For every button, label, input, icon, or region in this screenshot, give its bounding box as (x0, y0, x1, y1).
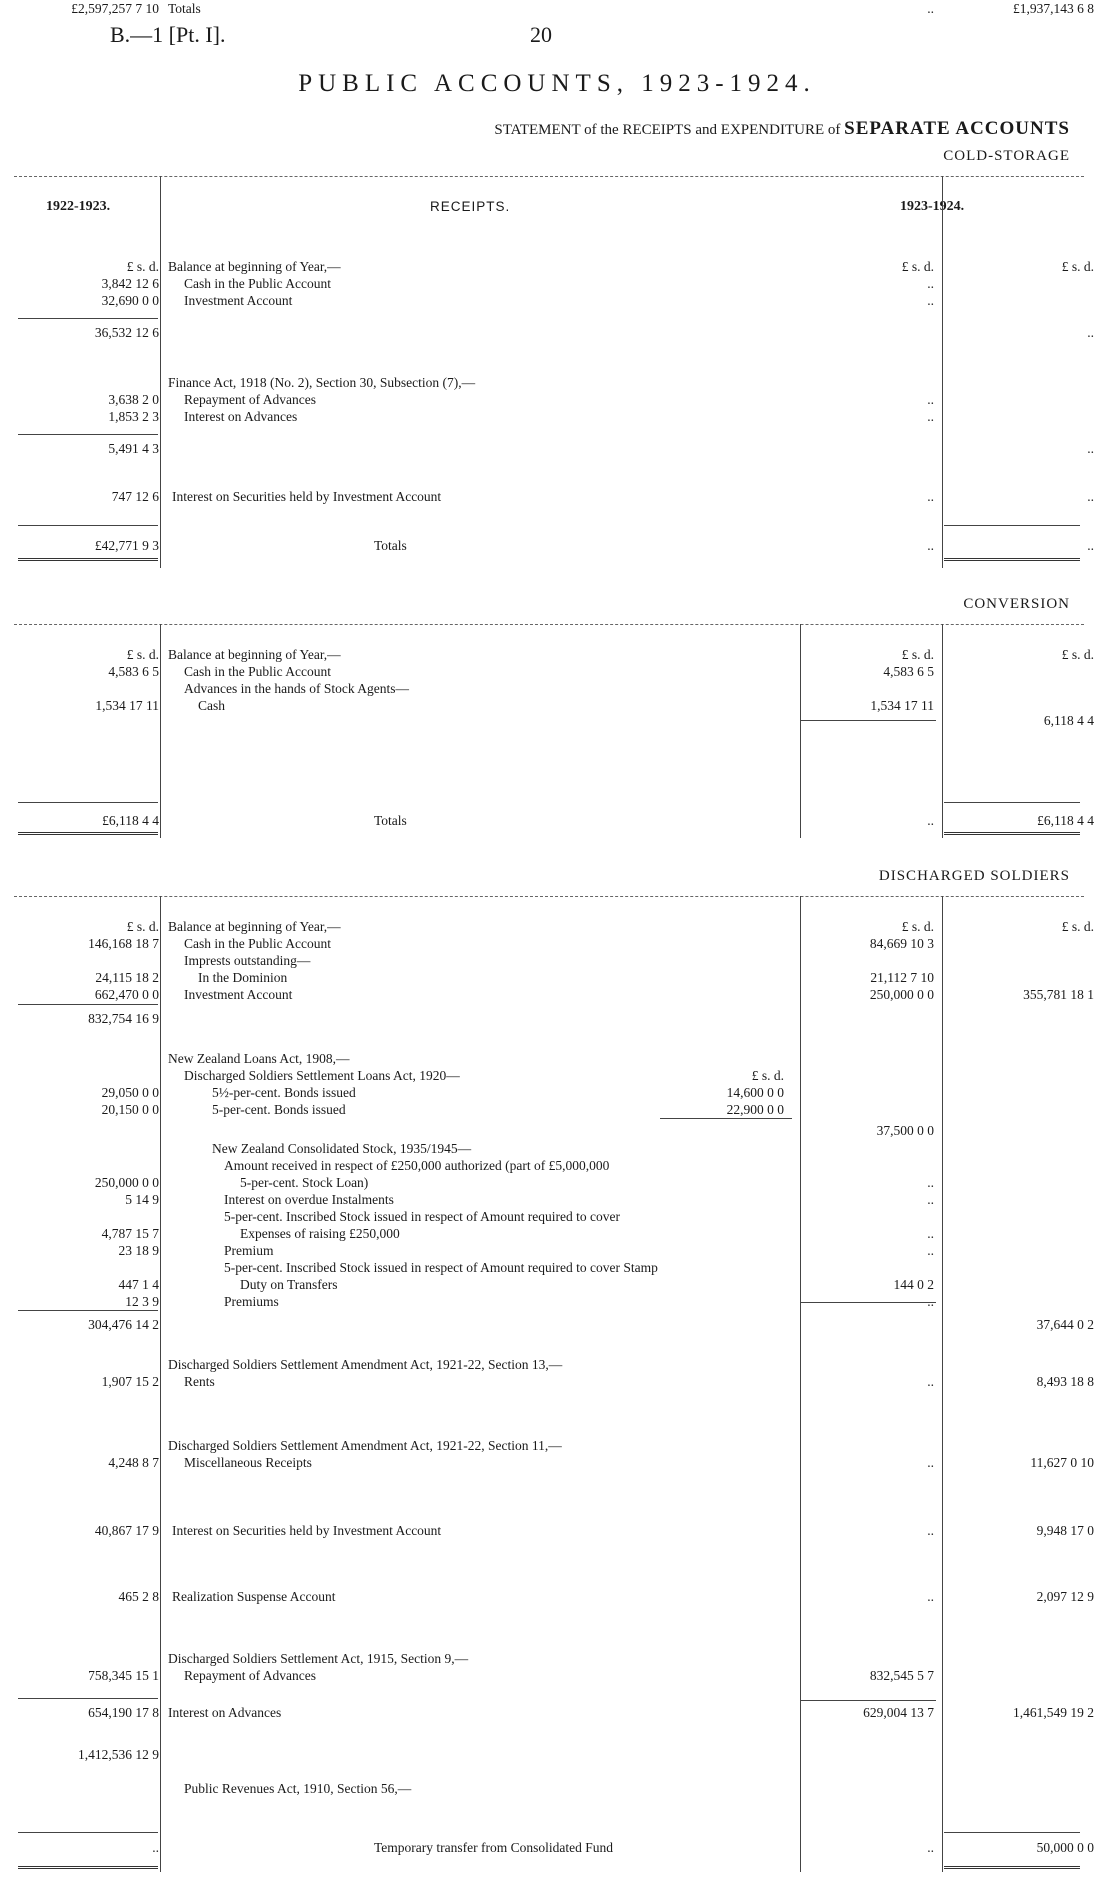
prev-amount: 1,412,536 12 9 (78, 1747, 159, 1762)
prev-amount: 32,690 0 0 (101, 293, 159, 308)
table-row (0, 1259, 1114, 1276)
row-label: Discharged Soldiers Settlement Amendment Act, 1921-22, Section 11,— (168, 1438, 562, 1453)
column-header-prev-year: 1922-1923. (46, 199, 111, 214)
table-row (0, 663, 1114, 680)
total-amount: 50,000 0 0 (1036, 1840, 1094, 1855)
row-label: Rents (184, 1374, 215, 1389)
table-row (0, 1316, 1114, 1333)
row-label: Premium (224, 1243, 274, 1258)
row-label: Interest on Advances (168, 1705, 282, 1720)
row-label: Discharged Soldiers Settlement Act, 1915, Section 9,— (168, 1651, 469, 1666)
column-rule (800, 896, 801, 1872)
table-row (0, 1373, 1114, 1390)
table-row (0, 488, 1114, 505)
rule (944, 802, 1080, 803)
double-rule (18, 832, 158, 835)
row-label: Balance at beginning of Year,— (168, 919, 341, 934)
row-label: Cash (198, 698, 225, 713)
row-label: 5-per-cent. Stock Loan) (240, 1175, 369, 1190)
current-amount: £ s. d. (901, 647, 934, 662)
prev-amount: 12 3 9 (125, 1294, 159, 1309)
current-amount: .. (927, 1294, 934, 1309)
table-row (0, 1437, 1114, 1454)
table-row (0, 680, 1114, 697)
table-row (0, 1704, 1114, 1721)
table-row-totals (0, 812, 1114, 829)
table-row (0, 1010, 1114, 1027)
total-amount: .. (1087, 441, 1094, 456)
current-amount: 250,000 0 0 (869, 987, 934, 1002)
current-amount: .. (927, 1175, 934, 1190)
table-row (0, 1454, 1114, 1471)
row-label: Investment Account (184, 987, 293, 1002)
section-title-cold-storage: COLD-STORAGE (943, 148, 1070, 164)
total-amount: 11,627 0 10 (1030, 1455, 1094, 1470)
current-amount: .. (927, 1243, 934, 1258)
double-rule (944, 558, 1080, 561)
current-amount: .. (927, 1840, 934, 1855)
rule (18, 525, 158, 526)
table-row (0, 1356, 1114, 1373)
total-amount: 355,781 18 1 (1023, 987, 1094, 1002)
prev-amount: 654,190 17 8 (88, 1705, 159, 1720)
prev-amount: 5 14 9 (125, 1192, 159, 1207)
row-label: Miscellaneous Receipts (184, 1455, 312, 1470)
statement-text: STATEMENT of the RECEIPTS and EXPENDITURE of (494, 122, 841, 138)
row-label: Interest on Advances (184, 409, 298, 424)
row-label: 5-per-cent. Inscribed Stock issued in respect of Amount required to cover Stamp (224, 1260, 658, 1275)
current-amount: .. (927, 1226, 934, 1241)
total-amount: £ s. d. (1061, 919, 1094, 934)
prev-amount: .. (152, 1840, 159, 1855)
row-label: 5-per-cent. Inscribed Stock issued in respect of Amount required to cover (224, 1209, 620, 1224)
total-amount: .. (1087, 538, 1094, 553)
table-row (0, 258, 1114, 275)
current-amount: .. (927, 1192, 934, 1207)
column-header-receipts: RECEIPTS. (430, 199, 511, 214)
current-amount: .. (927, 1589, 934, 1604)
rule (944, 525, 1080, 526)
rule (660, 1118, 792, 1119)
prev-amount: 1,534 17 11 (95, 698, 159, 713)
table-row (0, 1122, 1114, 1139)
prev-amount: £ s. d. (126, 919, 159, 934)
total-amount: £6,118 4 4 (1037, 813, 1094, 828)
total-amount: 8,493 18 8 (1036, 1374, 1094, 1389)
prev-amount: £6,118 4 4 (102, 813, 159, 828)
double-rule (944, 1866, 1080, 1869)
table-row (0, 408, 1114, 425)
row-label: Totals (374, 538, 407, 553)
table-row (0, 1208, 1114, 1225)
prev-amount: 4,787 15 7 (101, 1226, 159, 1241)
prev-amount: 4,583 6 5 (108, 664, 159, 679)
row-label: Temporary transfer from Consolidated Fund (374, 1840, 613, 1855)
row-label: Interest on Securities held by Investment Account (172, 1523, 442, 1538)
current-amount: .. (927, 276, 934, 291)
total-amount: 9,948 17 0 (1036, 1523, 1094, 1538)
double-rule (944, 832, 1080, 835)
current-amount: .. (927, 409, 934, 424)
table-row-totals (0, 0, 1114, 17)
section-divider (14, 896, 1084, 897)
row-label: Imprests outstanding— (184, 953, 311, 968)
statement-bold-text: SEPARATE ACCOUNTS (844, 118, 1070, 139)
prev-amount: 250,000 0 0 (94, 1175, 159, 1190)
current-amount: 37,500 0 0 (876, 1123, 934, 1138)
row-label: Cash in the Public Account (184, 664, 331, 679)
table-row (0, 391, 1114, 408)
current-amount: .. (927, 538, 934, 553)
prev-amount: 20,150 0 0 (101, 1102, 159, 1117)
rule (18, 318, 158, 319)
prev-amount: 3,842 12 6 (101, 276, 159, 291)
row-label: Discharged Soldiers Settlement Loans Act, 1920— (184, 1068, 460, 1083)
column-rule (942, 624, 943, 838)
row-label: In the Dominion (198, 970, 288, 985)
prev-amount: 23 18 9 (118, 1243, 159, 1258)
table-row (0, 918, 1114, 935)
current-amount: 1,534 17 11 (870, 698, 934, 713)
prev-amount: 1,907 15 2 (101, 1374, 159, 1389)
section-divider (14, 624, 1084, 625)
row-label: Interest on overdue Instalments (224, 1192, 394, 1207)
table-row (0, 1191, 1114, 1208)
current-amount: £ s. d. (901, 259, 934, 274)
prev-amount: 40,867 17 9 (94, 1523, 159, 1538)
inner-amount: £ s. d. (751, 1068, 784, 1083)
rule (800, 1700, 936, 1701)
row-label: Balance at beginning of Year,— (168, 647, 341, 662)
current-amount: 4,583 6 5 (883, 664, 934, 679)
table-row (0, 1067, 1114, 1084)
table-row (0, 1050, 1114, 1067)
table-row (0, 275, 1114, 292)
column-header-cur-year: 1923-1924. (900, 199, 965, 214)
row-label: Cash in the Public Account (184, 936, 331, 951)
row-label: Cash in the Public Account (184, 276, 331, 291)
row-label: New Zealand Loans Act, 1908,— (168, 1051, 350, 1066)
column-rule (942, 176, 943, 568)
total-amount: 6,118 4 4 (1043, 713, 1094, 728)
row-label: 5½-per-cent. Bonds issued (212, 1085, 356, 1100)
table-row (0, 935, 1114, 952)
inner-amount: 22,900 0 0 (726, 1102, 784, 1117)
current-amount: 629,004 13 7 (863, 1705, 934, 1720)
prev-amount: 465 2 8 (118, 1589, 159, 1604)
row-label: Interest on Securities held by Investment Account (172, 489, 442, 504)
total-amount: 1,461,549 19 2 (1013, 1705, 1094, 1720)
total-amount: £ s. d. (1061, 259, 1094, 274)
table-row (0, 712, 1114, 729)
rule (800, 1302, 936, 1303)
row-label: Totals (374, 813, 407, 828)
total-amount: .. (1087, 325, 1094, 340)
row-label: New Zealand Consolidated Stock, 1935/1945— (212, 1141, 472, 1156)
prev-amount: 146,168 18 7 (88, 936, 159, 951)
rule (18, 1832, 158, 1833)
table-row (0, 1084, 1114, 1101)
row-label: Duty on Transfers (240, 1277, 338, 1292)
current-amount: £ s. d. (901, 919, 934, 934)
prev-amount: 832,754 16 9 (88, 1011, 159, 1026)
section-title-discharged-soldiers: DISCHARGED SOLDIERS (878, 868, 1070, 884)
table-row (0, 1522, 1114, 1539)
prev-amount: 662,470 0 0 (94, 987, 159, 1002)
inner-amount: 14,600 0 0 (726, 1085, 784, 1100)
row-label: Repayment of Advances (184, 392, 316, 407)
table-row (0, 969, 1114, 986)
current-amount: .. (927, 1523, 934, 1538)
rule (18, 1004, 158, 1005)
prev-amount: 5,491 4 3 (108, 441, 159, 456)
prev-amount: 1,853 2 3 (108, 409, 159, 424)
current-amount: .. (927, 1374, 934, 1389)
section-divider (14, 176, 1084, 177)
table-row (0, 986, 1114, 1003)
current-amount: 144 0 2 (893, 1277, 934, 1292)
table-row (0, 440, 1114, 457)
page-number: 20 (530, 22, 552, 47)
section-title-conversion: CONVERSION (963, 596, 1070, 612)
prev-amount: 747 12 6 (111, 489, 159, 504)
double-rule (18, 1866, 158, 1869)
row-label: Public Revenues Act, 1910, Section 56,— (184, 1781, 412, 1796)
table-row (0, 1225, 1114, 1242)
prev-amount: 3,638 2 0 (108, 392, 159, 407)
rule (944, 1832, 1080, 1833)
current-amount: 84,669 10 3 (869, 936, 934, 951)
table-row (0, 952, 1114, 969)
column-rule (160, 624, 161, 838)
total-amount: £ s. d. (1061, 647, 1094, 662)
row-label: Balance at beginning of Year,— (168, 259, 341, 274)
table-row (0, 1839, 1114, 1856)
prev-amount: 758,345 15 1 (88, 1668, 159, 1683)
page-title: PUBLIC ACCOUNTS, 1923-1924. (298, 70, 816, 97)
column-rule (160, 896, 161, 1872)
double-rule (18, 558, 158, 561)
row-label: Finance Act, 1918 (No. 2), Section 30, Subsection (7),— (168, 375, 476, 390)
table-row-totals (0, 537, 1114, 554)
total-amount: £1,937,143 6 8 (1013, 1, 1094, 16)
document-reference: B.—1 [Pt. I]. (110, 22, 226, 47)
prev-amount: £42,771 9 3 (94, 538, 159, 553)
row-label: Advances in the hands of Stock Agents— (184, 681, 409, 696)
table-row (0, 1667, 1114, 1684)
prev-amount: 447 1 4 (118, 1277, 159, 1292)
row-label: Investment Account (184, 293, 293, 308)
table-row (0, 1650, 1114, 1667)
row-label: Amount received in respect of £250,000 authorized (part of £5,000,000 (224, 1158, 610, 1173)
table-row (0, 1293, 1114, 1310)
current-amount: 832,545 5 7 (869, 1668, 934, 1683)
table-row (0, 1780, 1114, 1797)
prev-amount: 36,532 12 6 (94, 325, 159, 340)
table-row (0, 1101, 1114, 1118)
statement-heading (494, 118, 1070, 140)
total-amount: .. (1087, 489, 1094, 504)
rule (18, 1310, 158, 1311)
column-rule (942, 896, 943, 1872)
table-row (0, 1242, 1114, 1259)
current-amount: .. (927, 489, 934, 504)
current-amount: .. (927, 1455, 934, 1470)
prev-amount: £2,597,257 7 10 (71, 1, 159, 16)
current-amount: .. (927, 1, 934, 16)
table-row (0, 1140, 1114, 1157)
column-rule (160, 176, 161, 568)
table-row (0, 1174, 1114, 1191)
prev-amount: 24,115 18 2 (95, 970, 159, 985)
row-label: 5-per-cent. Bonds issued (212, 1102, 346, 1117)
current-amount: .. (927, 813, 934, 828)
column-header-row (0, 198, 1114, 215)
table-row (0, 292, 1114, 309)
row-label: Discharged Soldiers Settlement Amendment Act, 1921-22, Section 13,— (168, 1357, 563, 1372)
table-row (0, 1746, 1114, 1763)
prev-amount: 4,248 8 7 (108, 1455, 159, 1470)
total-amount: 2,097 12 9 (1036, 1589, 1094, 1604)
total-amount: 37,644 0 2 (1036, 1317, 1094, 1332)
current-amount: .. (927, 293, 934, 308)
prev-amount: 29,050 0 0 (101, 1085, 159, 1100)
table-row (0, 1276, 1114, 1293)
table-row (0, 1588, 1114, 1605)
prev-amount: 304,476 14 2 (88, 1317, 159, 1332)
table-row (0, 646, 1114, 663)
prev-amount: £ s. d. (126, 647, 159, 662)
rule (18, 1698, 158, 1699)
current-amount: 21,112 7 10 (870, 970, 934, 985)
current-amount: .. (927, 392, 934, 407)
table-row (0, 324, 1114, 341)
column-rule (800, 624, 801, 838)
rule (18, 802, 158, 803)
row-label: Repayment of Advances (184, 1668, 316, 1683)
row-label: Totals (168, 1, 201, 16)
table-row (0, 1157, 1114, 1174)
prev-amount: £ s. d. (126, 259, 159, 274)
row-label: Realization Suspense Account (172, 1589, 336, 1604)
row-label: Premiums (224, 1294, 279, 1309)
table-row (0, 374, 1114, 391)
rule (18, 434, 158, 435)
row-label: Expenses of raising £250,000 (240, 1226, 400, 1241)
